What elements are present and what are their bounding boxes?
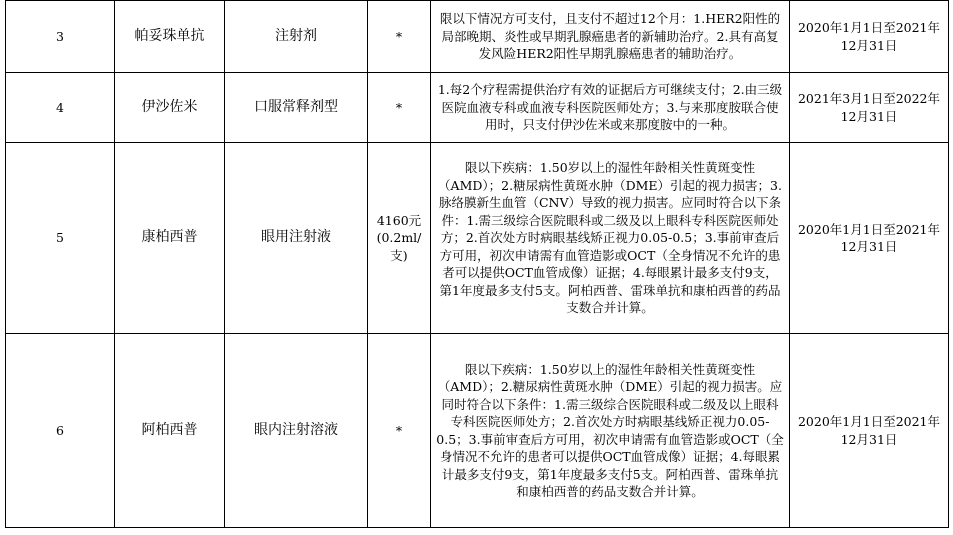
table-row xyxy=(6,334,949,528)
dosage-form: 口服常释剂型 xyxy=(225,73,368,143)
dosage-form: 注射剂 xyxy=(225,1,368,73)
drug-name: 康柏西普 xyxy=(115,143,225,334)
agreement-period: 2020年1月1日至2021年12月31日 xyxy=(790,334,949,528)
drug-name: 伊沙佐米 xyxy=(115,73,225,143)
payment-conditions: 限以下疾病：1.50岁以上的湿性年龄相关性黄斑变性（AMD）；2.糖尿病性黄斑水肿（DME）引起的视力损害。应同时符合以下条件：1.需三级综合医院眼科或二级及以上眼科专科医院医师处方；2.首次处方时病眼基线矫正视力0.05-0.5；3.事前审查后方可用，初次申请需有血管造影或OCT（全身情况不允许的患者可以提供OCT血管成像）证据；4.每眼累计最多支付9支，第1年度最多支付5支。阿柏西普、雷珠单抗和康柏西普的药品支数合并计算。 xyxy=(431,334,790,528)
dosage-form: 眼内注射溶液 xyxy=(225,334,368,528)
drug-name: 阿柏西普 xyxy=(115,334,225,528)
agreement-period: 2020年1月1日至2021年12月31日 xyxy=(790,1,949,73)
price: * xyxy=(368,73,431,143)
agreement-period: 2021年3月1日至2022年12月31日 xyxy=(790,73,949,143)
table-row xyxy=(6,143,949,334)
price: 4160元(0.2ml/支) xyxy=(368,143,431,334)
drug-name: 帕妥珠单抗 xyxy=(115,1,225,73)
dosage-form: 眼用注射液 xyxy=(225,143,368,334)
row-number: 6 xyxy=(6,334,115,528)
drug-reimbursement-table xyxy=(5,0,949,528)
table-row xyxy=(6,73,949,143)
table-row xyxy=(6,1,949,73)
payment-conditions: 1.每2个疗程需提供治疗有效的证据后方可继续支付；2.由三级医院血液专科或血液专科医院医师处方；3.与来那度胺联合使用时，只支付伊沙佐米或来那度胺中的一种。 xyxy=(431,73,790,143)
payment-conditions: 限以下情况方可支付，且支付不超过12个月：1.HER2阳性的局部晚期、炎性或早期乳腺癌患者的新辅助治疗。2.具有高复发风险HER2阳性早期乳腺癌患者的辅助治疗。 xyxy=(431,1,790,73)
payment-conditions: 限以下疾病：1.50岁以上的湿性年龄相关性黄斑变性（AMD）；2.糖尿病性黄斑水肿（DME）引起的视力损害；3.脉络膜新生血管（CNV）导致的视力损害。应同时符合以下条件：1.需三级综合医院眼科或二级及以上眼科专科医院医师处方；2.首次处方时病眼基线矫正视力0.05-0.5；3.事前审查后方可用，初次申请需有血管造影或OCT（全身情况不允许的患者可以提供OCT血管成像）证据；4.每眼累计最多支付9支，第1年度最多支付5支。阿柏西普、雷珠单抗和康柏西普的药品支数合并计算。 xyxy=(431,143,790,334)
row-number: 4 xyxy=(6,73,115,143)
price: * xyxy=(368,1,431,73)
price: * xyxy=(368,334,431,528)
row-number: 3 xyxy=(6,1,115,73)
row-number: 5 xyxy=(6,143,115,334)
agreement-period: 2020年1月1日至2021年12月31日 xyxy=(790,143,949,334)
